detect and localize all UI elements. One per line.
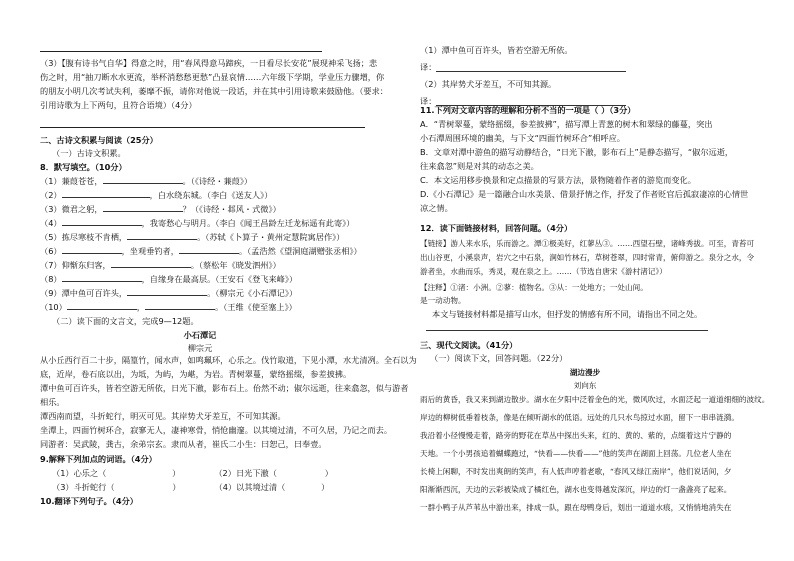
passage-author: 柳宗元 xyxy=(187,343,213,353)
fill-item: （6） ，坐观垂钓者， 。（孟浩然《望洞庭湖赠张丞相》） xyxy=(40,246,362,256)
answer-line xyxy=(40,127,365,128)
paragraph-line: 天地。一个小男孩追着蝴蝶跑过，“快看——快看——”他的笑声在湖面上回荡。几位老人坐在 xyxy=(420,449,732,458)
question-9-item: （3）斗折蛇行（ ） （4）以其境过清（ ） xyxy=(52,482,330,492)
answer-line xyxy=(436,71,626,72)
passage-line: 潭西南而望，斗折蛇行，明灭可见。其岸势犬牙差互，不可知其源。 xyxy=(40,411,286,421)
paragraph-line: 雨后的黄昏，我又来到湖边散步。湖水在夕阳中泛着金色的光，微风吹过，水面泛起一道道细细的波纹。 xyxy=(420,395,770,404)
fill-item: （3）微君之躬， ？（《诗经・邶风・式微》） xyxy=(40,204,281,214)
question-11-heading: 11.下列对文章内容的理解和分析不当的一项是（ ）（3分） xyxy=(420,105,636,115)
fill-item: （1）蒹葭苍苍， 。（《诗经・蒹葭》） xyxy=(40,176,253,186)
option-line: 往来翕忽”则是对其的动态之美。 xyxy=(420,161,539,171)
top-rule xyxy=(40,51,322,52)
subsection-heading: （一）古诗文积累。 xyxy=(52,148,126,158)
passage-line: 底，近岸，卷石底以出，为坻，为屿，为嵁，为岩。青树翠蔓，蒙络摇缀，参差披拂。 xyxy=(40,369,352,379)
question-3-line: （3）【腹有诗书气自华】得意之时，用“春风得意马蹄疾，一日看尽长安花”展现神采飞扬；悲 xyxy=(40,58,378,68)
section-2-heading: 二、古诗文积累与阅读（25分） xyxy=(40,135,158,145)
section-3-heading: 三、现代文阅读。（41分） xyxy=(420,340,518,350)
fill-item: （10） ， 。（王维《使至塞上》） xyxy=(40,302,297,312)
question-12-prompt: 本文与链接材料都是描写山水，但抒发的情感有所不同，请指出不同之处。 xyxy=(432,309,703,319)
option-line: 小石潭周围环境的幽美，与下文“四面竹树环合”相呼应。 xyxy=(420,133,625,143)
option-line: C．本文运用移步换景和定点描景的写景方法，景物随着作者的游览而变化。 xyxy=(420,175,696,185)
question-3-line: 的朋友小明几次考试失利，萎靡不振，请你对他说一段话，并在其中引用诗歌来鼓励他。（要求： xyxy=(40,86,388,96)
annotation: 是一动动物。 xyxy=(420,296,466,305)
option-line: B．文章对潭中游鱼的描写动静结合，“日光下澈，影布石上”是静态描写，“俶尔远逝， xyxy=(420,147,734,157)
passage-line: 相乐。 xyxy=(40,397,65,407)
paragraph-line: 长椅上闲聊，不时发出爽朗的笑声，有人低声哼着老歌，“春风又绿江南岸”，他们说话间，夕 xyxy=(420,467,732,476)
subsection-heading: （二）读下面的文言文，完成9—12题。 xyxy=(52,316,199,326)
paragraph-line: 一群小鸭子从芦苇丛中游出来，排成一队，跟在母鸭身后，划出一道道水痕，又悄悄地消失在 xyxy=(420,503,732,512)
question-3-line: 伤之时，用“抽刀断水水更流，举杯消愁愁更愁”凸显哀情……六年级下学期，学业压力骤增，你 xyxy=(40,72,385,82)
answer-line xyxy=(426,330,708,331)
fill-item: （9）潭中鱼可百许头， 。（柳宗元《小石潭记》） xyxy=(40,288,298,298)
question-9-item: （1）心乐之（ ） （2）日光下澈（ ） xyxy=(52,468,333,478)
fill-item: （2） ，白水绕东城。（李白《送友人》） xyxy=(40,190,273,200)
question-9-heading: 9.解释下列加点的词语。（4分） xyxy=(40,454,157,464)
translate-item-1: （1）潭中鱼可百许头，皆若空游无所依。 xyxy=(420,45,573,55)
paragraph-line: 岸边的柳树低垂着枝条，像是在倾听湖水的低语。远处的几只水鸟掠过水面，留下一串串涟漪。 xyxy=(420,413,739,422)
option-line: A．“青树翠蔓，蒙络摇缀，参差披拂”，描写潭上青葱的树木和翠绿的藤蔓，突出 xyxy=(420,119,713,129)
passage-title: 小石潭记 xyxy=(183,330,217,340)
option-line: 凉之情。 xyxy=(420,203,453,213)
annotation: 【注释】①渚：小洲。②蓼：植物名。③从：一处地方；一处山间。 xyxy=(420,283,648,292)
link-line: 游者坐，水曲而乐，秀灵，观在泉之上。……（节选自唐宋《游村渚记》） xyxy=(420,267,667,276)
passage-line: 从小丘西行百二十步，隔篁竹，闻水声，如鸣珮环，心乐之。伐竹取道，下见小潭，水尤清冽。全石以为 xyxy=(40,355,417,365)
link-line: 出山谷更，小溪泉声，岩穴之中石泉，涧如竹林石，草树苍翠，四时常青，俯仰游之。泉分之水，令 xyxy=(420,253,755,262)
question-10-heading: 10.翻译下列句子。（4分） xyxy=(40,496,138,506)
passage-line: 同游者：吴武陵，龚古，余弟宗玄。隶而从者，崔氏二小生：曰恕己，曰奉壹。 xyxy=(40,439,327,449)
subsection-heading: （一）阅读下文，回答问题。（22分） xyxy=(430,353,568,363)
passage-line: 潭中鱼可百许头，皆若空游无所依，日光下澈，影布石上。佁然不动；俶尔远逝，往来翕忽，似与游者 xyxy=(40,383,409,393)
fill-item: （4） ，我寄愁心与明月。（李白《闻王昌龄左迁龙标遥有此寄》） xyxy=(40,218,355,228)
passage-line: 坐潭上，四面竹树环合，寂寥无人，凄神寒骨，悄怆幽邃。以其境过清，不可久居，乃记之而去。 xyxy=(40,425,393,435)
question-8-heading: 8．默写填空。（10分） xyxy=(40,162,127,172)
fill-item: （5）拣尽寒枝不肯栖， 。（苏轼《卜算子・黄州定慧院寓居作》） xyxy=(40,232,345,242)
translate-item-2: （2）其岸势犬牙差互，不可知其源。 xyxy=(420,79,557,89)
question-12-heading: 12．读下面链接材料，回答问题。（4分） xyxy=(420,223,573,233)
fill-item: （7）仰惭东归客， 。（蔡松年《晓发泗州》） xyxy=(40,260,281,270)
passage-author: 刘向东 xyxy=(573,381,597,390)
link-line: 【链接】游人来水乐，乐而游之。潭①极美好，红蓼丛③。……西望石壁，诸峰秀拔。可至，青苔可 xyxy=(420,239,755,248)
option-line: D.《小石潭记》是一篇融合山水美景、借景抒情之作，抒发了作者贬官后孤寂凄凉的心情世 xyxy=(420,189,749,199)
paragraph-line: 阳渐渐西沉，天边的云彩被染成了橘红色，湖水也变得越发深沉，岸边的灯一盏盏亮了起来。 xyxy=(420,485,732,494)
translate-label: 译： xyxy=(420,62,437,72)
paragraph-line: 我沿着小径慢慢走着，路旁的野花在草丛中探出头来，红的、黄的、紫的，点缀着这片宁静的 xyxy=(420,431,732,440)
question-3-line: 引用诗歌为上下两句，且符合语境）（4分） xyxy=(40,100,197,110)
fill-item: （8） ，自缘身在最高层。（王安石《登飞来峰》） xyxy=(40,274,298,284)
translate-label: 译： xyxy=(420,96,437,106)
passage-title: 湖边漫步 xyxy=(569,368,601,377)
